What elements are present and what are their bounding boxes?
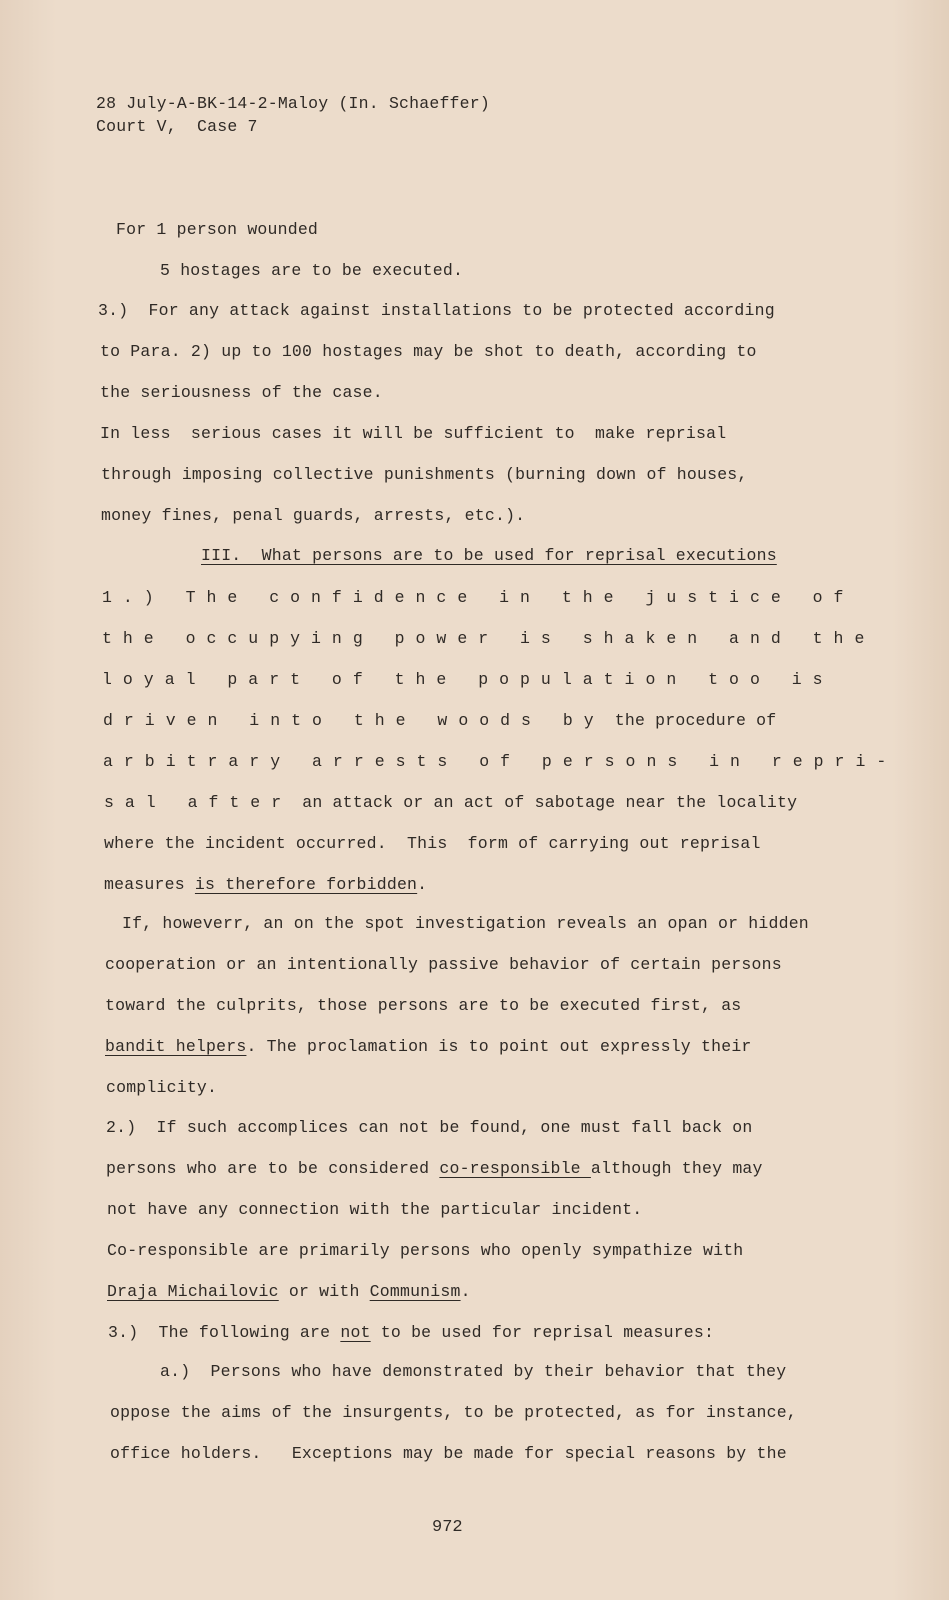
text-line: 3.) For any attack against installations to be protected according (98, 301, 775, 320)
text-span: driven into the woods by (103, 711, 605, 730)
text-line: money fines, penal guards, arrests, etc.). (101, 506, 526, 525)
text-line: If, howeverr, an on the spot investigation reveals an opan or hidden (122, 914, 809, 933)
text-line: through imposing collective punishments (burning down of houses, (101, 465, 748, 484)
text-line (104, 875, 427, 895)
text-line: In less serious cases it will be sufficient to make reprisal (100, 424, 727, 443)
text-span: sal after (104, 793, 293, 812)
text-line: arbitrary arrests of persons in repri- (103, 752, 898, 771)
court-reference: Court V, Case 7 (96, 117, 258, 136)
text-line: where the incident occurred. This form of carrying out reprisal (104, 834, 761, 853)
text-line: 5 hostages are to be executed. (160, 261, 464, 280)
underlined-phrase: Draja Michailovic (107, 1282, 279, 1301)
text-span: 3.) The following are (108, 1323, 341, 1342)
underlined-phrase: not (340, 1323, 371, 1342)
underlined-phrase: Communism (369, 1282, 461, 1301)
text-line: toward the culprits, those persons are to be executed first, as (105, 996, 742, 1015)
text-line: loyal part of the population too is (102, 670, 834, 689)
text-span: the procedure of (604, 711, 777, 730)
text-line: cooperation or an intentionally passive behavior of certain persons (105, 955, 782, 974)
underlined-phrase: co-responsible (439, 1159, 591, 1178)
text-line (108, 1323, 714, 1343)
text-span: . The proclamation is to point out expressly their (246, 1037, 752, 1056)
text-line: office holders. Exceptions may be made for special reasons by the (110, 1444, 787, 1463)
text-line: Co-responsible are primarily persons who openly sympathize with (107, 1241, 744, 1260)
text-line: For 1 person wounded (116, 220, 319, 239)
text-span: an attack or an act of sabotage near the locality (292, 793, 798, 812)
underlined-phrase: bandit helpers (105, 1037, 247, 1056)
text-span: measures (104, 875, 195, 894)
text-line: complicity. (106, 1078, 218, 1097)
section-heading: III. What persons are to be used for reprisal executions (201, 546, 777, 565)
text-line (105, 1037, 752, 1057)
text-line: the seriousness of the case. (100, 383, 383, 402)
text-line: 2.) If such accomplices can not be found, one must fall back on (106, 1118, 753, 1137)
text-span: . (417, 875, 428, 894)
text-line (107, 1282, 471, 1302)
page-number: 972 (432, 1518, 463, 1537)
text-span: or with (278, 1282, 370, 1301)
text-line: oppose the aims of the insurgents, to be protected, as for instance, (110, 1403, 797, 1422)
text-line: 1.) The confidence in the justice of (102, 588, 855, 607)
text-line (106, 1159, 763, 1179)
text-line: to Para. 2) up to 100 hostages may be shot to death, according to (100, 342, 757, 361)
case-reference: 28 July-A-BK-14-2-Maloy (In. Schaeffer) (96, 94, 490, 113)
underlined-phrase: is therefore forbidden (194, 875, 418, 894)
text-line (103, 711, 776, 731)
text-line: not have any connection with the particular incident. (107, 1200, 643, 1219)
text-span: . (460, 1282, 471, 1301)
text-line: the occupying power is shaken and the (102, 629, 876, 648)
text-span: persons who are to be considered (106, 1159, 440, 1178)
text-span: although they may (590, 1159, 763, 1178)
text-line (104, 793, 797, 813)
text-span: to be used for reprisal measures: (370, 1323, 715, 1342)
text-line: a.) Persons who have demonstrated by their behavior that they (160, 1362, 787, 1381)
